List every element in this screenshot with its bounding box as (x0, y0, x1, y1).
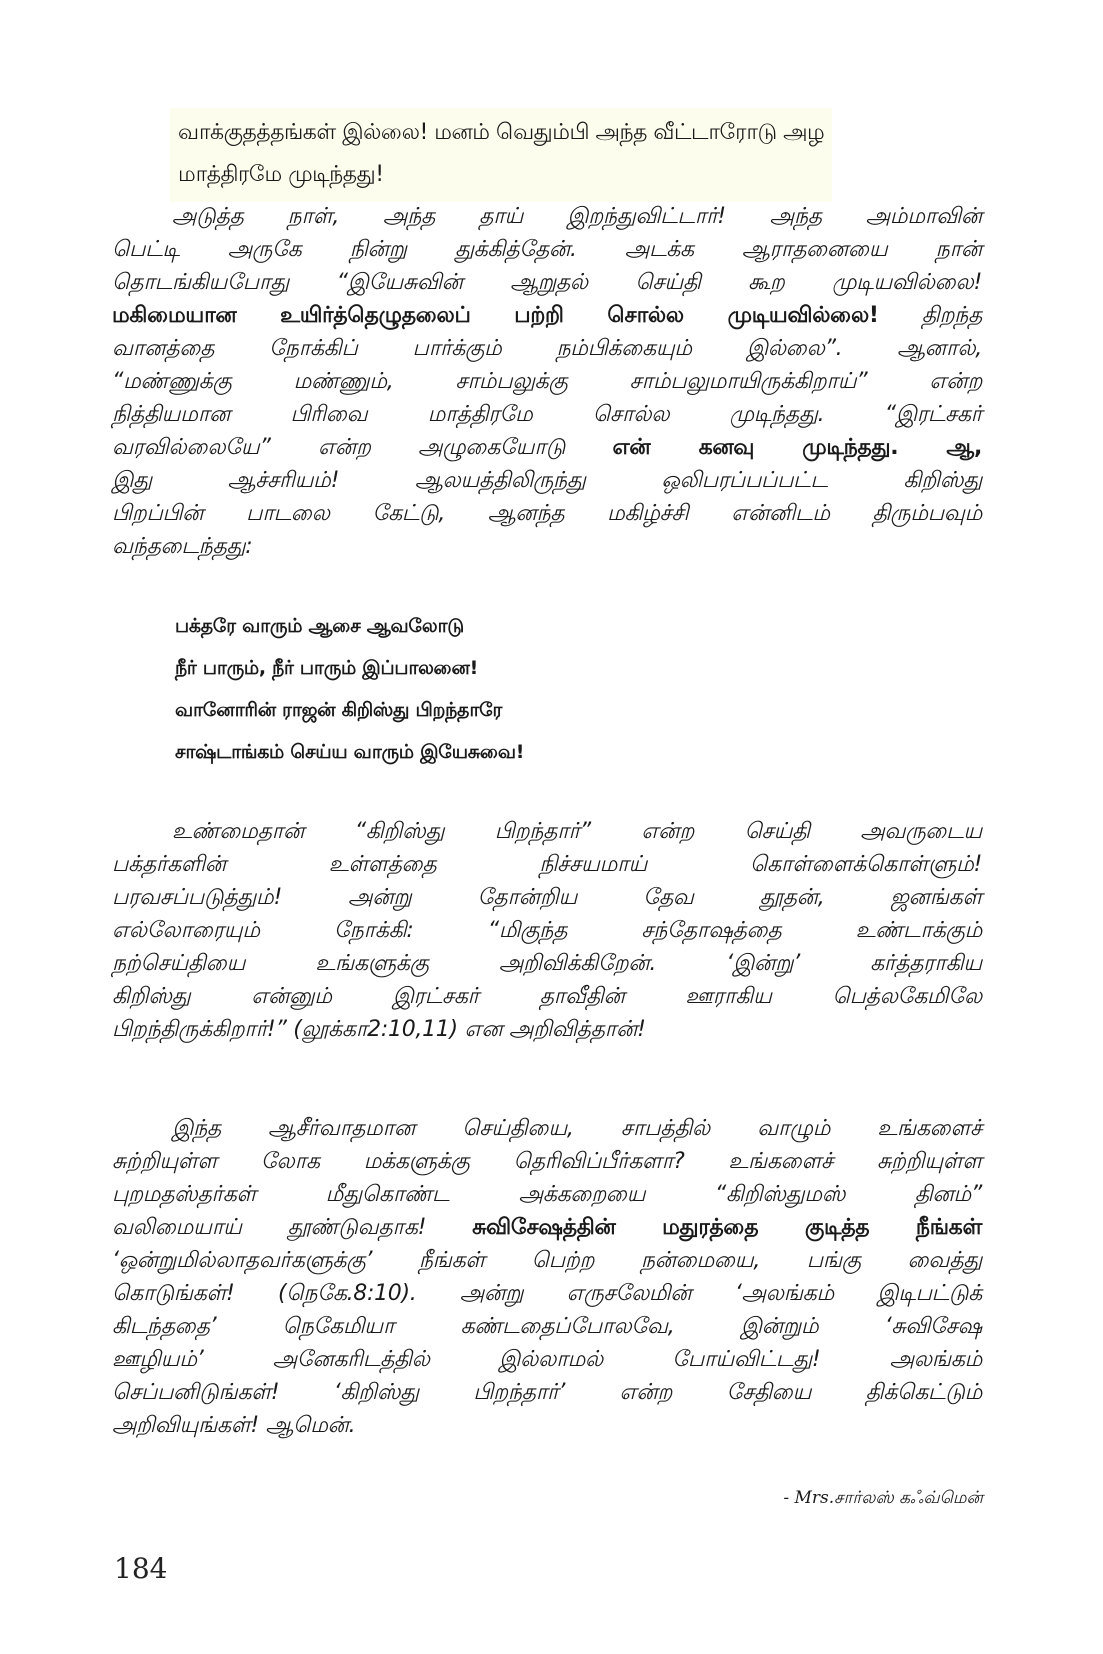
highlight-line: வாக்குதத்தங்கள் இல்லை! மனம் வெதும்பி அந்த வீட்டாரோடு அழ (178, 120, 825, 145)
bold-text: சுவிசேஷத்தின் மதுரத்தை குடித்த நீங்கள் (472, 1215, 982, 1240)
text-fragment: வரவில்லையே” என்ற அழுகையோடு (112, 435, 566, 460)
text-line: கொடுங்கள்! (நெகே.8:10). அன்று எருசலேமின் ‘அலங்கம் இடிபட்டுக் (112, 1281, 982, 1306)
text-line: இந்த ஆசீர்வாதமான செய்தியை, சாபத்தில் வாழும் உங்களைச் (172, 1116, 982, 1141)
author-signature: - Mrs.சார்லஸ் கஃவ்மென் (783, 1488, 983, 1508)
bold-text: மகிமையான உயிர்த்தெழுதலைப் பற்றி சொல்ல முடியவில்லை! (112, 303, 879, 328)
text-line: வந்தடைந்தது: (112, 534, 253, 559)
paragraph-2 (112, 815, 982, 1046)
text-line: செப்பனிடுங்கள்! ‘கிறிஸ்து பிறந்தார்’ என்ற சேதியை திக்கெட்டும் (112, 1380, 982, 1405)
verse-line: சாஷ்டாங்கம் செய்ய வாரும் இயேசுவை! (175, 741, 525, 763)
song-verse (175, 605, 524, 773)
highlight-line: மாத்திரமே முடிந்தது! (178, 162, 384, 187)
text-line: ஊழியம்’ அனேகரிடத்தில் இல்லாமல் போய்விட்டது! அலங்கம் (112, 1347, 982, 1372)
text-line: தொடங்கியபோது “இயேசுவின் ஆறுதல் செய்தி கூற முடியவில்லை! (112, 270, 982, 295)
text-line: நற்செய்தியை உங்களுக்கு அறிவிக்கிறேன். ‘இன்று’ கர்த்தராகிய (112, 951, 982, 976)
text-line: புறமதஸ்தர்கள் மீதுகொண்ட அக்கறையை “கிறிஸ்துமஸ் தினம்” (112, 1182, 982, 1207)
verse-line: பக்தரே வாரும் ஆசை ஆவலோடு (175, 615, 464, 637)
text-line: ‘ஒன்றுமில்லாதவர்களுக்கு’ நீங்கள் பெற்ற நன்மையை, பங்கு வைத்து (112, 1248, 982, 1273)
text-line: அடுத்த நாள், அந்த தாய் இறந்துவிட்டார்! அந்த அம்மாவின் (172, 204, 982, 229)
verse-line: நீர் பாரும், நீர் பாரும் இப்பாலனை! (175, 657, 479, 679)
page-number: 184 (114, 1552, 168, 1585)
text-line: உண்மைதான் “கிறிஸ்து பிறந்தார்” என்ற செய்தி அவருடைய (172, 819, 982, 844)
text-line: பிறப்பின் பாடலை கேட்டு, ஆனந்த மகிழ்ச்சி என்னிடம் திரும்பவும் (112, 501, 982, 526)
text-line (112, 1211, 982, 1244)
text-line: பரவசப்படுத்தும்! அன்று தோன்றிய தேவ தூதன், ஜனங்கள் (112, 885, 982, 910)
text-line: எல்லோரையும் நோக்கி: “மிகுந்த சந்தோஷத்தை உண்டாக்கும் (112, 918, 982, 943)
paragraph-1 (112, 200, 982, 563)
paragraph-3 (112, 1112, 982, 1442)
text-line: வானத்தை நோக்கிப் பார்க்கும் நம்பிக்கையும் இல்லை”. ஆனால், (112, 336, 982, 361)
text-line: சுற்றியுள்ள லோக மக்களுக்கு தெரிவிப்பீர்களா? உங்களைச் சுற்றியுள்ள (112, 1149, 982, 1174)
highlighted-text (170, 108, 832, 202)
text-line: பக்தர்களின் உள்ளத்தை நிச்சயமாய் கொள்ளைக்கொள்ளும்! (112, 852, 982, 877)
text-line: பெட்டி அருகே நின்று துக்கித்தேன். அடக்க ஆராதனையை நான் (112, 237, 982, 262)
bold-text: என் கனவு முடிந்தது. ஆ, (612, 435, 982, 460)
text-line (112, 299, 982, 332)
text-line: பிறந்திருக்கிறார்!” (லூக்கா2:10,11) என அறிவித்தான்! (112, 1017, 646, 1042)
text-line: கிடந்ததை’ நெகேமியா கண்டதைப்போலவே, இன்றும் ‘சுவிசேஷ (112, 1314, 982, 1339)
text-line: “மண்ணுக்கு மண்ணும், சாம்பலுக்கு சாம்பலுமாயிருக்கிறாய்” என்ற (112, 369, 982, 394)
text-line: இது ஆச்சரியம்! ஆலயத்திலிருந்து ஒலிபரப்பப்பட்ட கிறிஸ்து (112, 468, 982, 493)
text-fragment: வலிமையாய் தூண்டுவதாக! (112, 1215, 427, 1240)
text-fragment: திறந்த (921, 303, 982, 328)
verse-line: வானோரின் ராஜன் கிறிஸ்து பிறந்தாரே (175, 699, 503, 721)
text-line: கிறிஸ்து என்னும் இரட்சகர் தாவீதின் ஊராகிய பெத்லகேமிலே (112, 984, 982, 1009)
text-line: நித்தியமான பிரிவை மாத்திரமே சொல்ல முடிந்தது. “இரட்சகர் (112, 402, 982, 427)
text-line (112, 431, 982, 464)
text-line: அறிவியுங்கள்! ஆமென். (112, 1413, 356, 1438)
